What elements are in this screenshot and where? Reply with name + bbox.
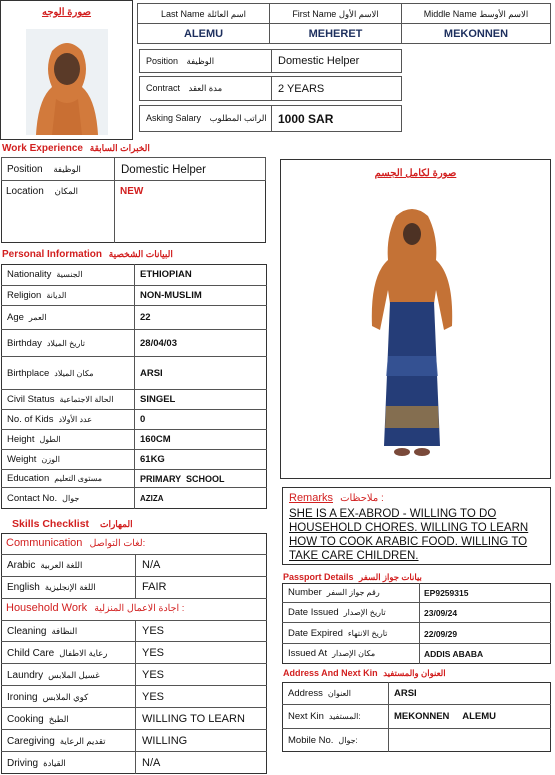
personal-row-0 <box>1 264 267 286</box>
language-row-0-value: N/A <box>142 559 161 571</box>
passport-row-2-label-ar: تاريخ الانتهاء <box>347 628 388 638</box>
language-row-0-label-ar: اللغة العربية <box>40 560 83 570</box>
personal-row-1-label-en: Religion <box>7 290 42 301</box>
first-name-label-ar: الاسم الأول <box>338 9 379 19</box>
household-row-2-label-ar: غسيل الملابس <box>48 670 100 680</box>
exp-divider <box>114 180 115 243</box>
household-row-5-label <box>7 730 106 752</box>
middle-name-label-ar: الاسم الأوسط <box>479 9 529 19</box>
personal-row-5-label <box>7 390 113 410</box>
salary-label-ar: الراتب المطلوب <box>209 113 267 123</box>
passport-row-0-label-ar: رقم جواز السفر <box>326 588 380 597</box>
address-row-2-label-ar: جوال: <box>338 736 358 745</box>
household-row-3-label-en: Ironing <box>7 692 38 703</box>
personal-row-0-label <box>7 264 82 286</box>
household-row-0-label-en: Cleaning <box>7 626 47 637</box>
personal-row-4-label <box>7 357 94 390</box>
address-row-1-label-ar: المستفيد: <box>328 712 361 721</box>
exp-position-value-cell <box>114 157 266 181</box>
address-row-0-label-ar: العنوان <box>327 689 352 698</box>
last-name-cell <box>137 23 270 44</box>
personal-row-8-label <box>7 450 60 470</box>
household-row-1 <box>1 642 267 664</box>
skills-title-en: Skills Checklist <box>12 518 90 530</box>
language-row-0-label-en: Arabic <box>7 560 36 571</box>
personal-row-5-label-ar: الحالة الاجتماعية <box>59 395 114 404</box>
language-row-1-label <box>7 576 96 598</box>
last-name-label: Last Name <box>161 9 205 19</box>
household-row-2-value: YES <box>142 669 165 681</box>
personal-row-9-label-en: Education <box>7 473 50 484</box>
passport-row-3 <box>282 644 551 664</box>
salary-label: Asking Salary <box>146 113 202 123</box>
household-row-0-label <box>7 620 77 642</box>
passport-title-en: Passport Details <box>283 572 354 582</box>
personal-row-7-label-ar: الطول <box>39 435 61 444</box>
address-row-1-value: MEKONNEN ALEMU <box>394 711 497 722</box>
personal-row-1-label-ar: الديانة <box>46 291 67 300</box>
middle-name-header <box>401 3 551 24</box>
remarks-title-ar: ملاحظات : <box>340 493 384 504</box>
skills-title-ar: المهارات <box>99 519 133 529</box>
personal-row-5-value: SINGEL <box>140 394 176 405</box>
personal-row-1-value: NON-MUSLIM <box>140 290 202 301</box>
remarks-title <box>289 492 384 504</box>
household-row-2-label-en: Laundry <box>7 670 44 681</box>
full-photo-frame <box>280 159 551 479</box>
position-value-cell <box>271 49 402 73</box>
remarks-box <box>282 487 551 565</box>
household-row-2-label <box>7 664 100 686</box>
personal-row-6-label-ar: عدد الأولاد <box>58 415 92 424</box>
address-row-2-label-en: Mobile No. <box>288 735 334 746</box>
passport-row-0-label-en: Number <box>288 587 322 598</box>
household-title-en: Household Work <box>6 602 88 614</box>
middle-name-label: Middle Name <box>423 9 477 19</box>
contract-label-cell <box>139 76 272 101</box>
passport-title <box>283 572 422 583</box>
personal-row-1-label <box>7 286 66 306</box>
work-experience-title-ar: الخبرات السابقة <box>89 143 150 153</box>
language-row-1-label-ar: اللغة الإنجليزية <box>44 582 96 592</box>
skills-divider-2 <box>1 598 267 599</box>
household-row-3-label-ar: كوي الملابس <box>42 692 89 702</box>
remarks-text: SHE IS A EX-ABROD - WILLING TO DO HOUSEHOLD CHORES. WILLING TO LEARN HOW TO COOK ARABIC FOOD. WILLING TO TAKE CARE CHILDREN. <box>289 508 529 562</box>
personal-row-0-label-en: Nationality <box>7 269 52 280</box>
passport-row-1-label-en: Date Issued <box>288 607 339 619</box>
exp-location-label-row <box>6 186 78 197</box>
salary-value-cell <box>271 105 402 132</box>
household-row-0-value: YES <box>142 625 165 637</box>
passport-title-ar: بيانات جواز السفر <box>359 572 422 582</box>
contract-value-cell <box>271 76 402 101</box>
communication-title-ar: لغات التواصل: <box>89 538 146 549</box>
household-row-4-value: WILLING TO LEARN <box>142 713 245 725</box>
personal-row-5-label-en: Civil Status <box>7 394 55 405</box>
position-label-cell <box>139 49 272 73</box>
household-row-5 <box>1 730 267 752</box>
personal-row-9-value: PRIMARY SCHOOL <box>140 474 225 484</box>
household-row-3 <box>1 686 267 708</box>
work-experience-title <box>2 143 150 154</box>
household-title-ar: اجادة الاعمال المنزلية : <box>94 603 185 614</box>
household-row-6-label-en: Driving <box>7 758 39 769</box>
communication-title <box>6 537 145 549</box>
full-photo-title: صورة لكامل الجسم <box>374 168 457 179</box>
last-name-header <box>137 3 270 24</box>
household-row-0-label-ar: النظافة <box>51 626 78 636</box>
personal-row-4-label-ar: مكان الميلاد <box>54 369 94 378</box>
personal-row-3 <box>1 330 267 357</box>
first-name-cell <box>269 23 402 44</box>
household-row-2 <box>1 664 267 686</box>
passport-row-3-label <box>288 644 375 664</box>
personal-info-title-en: Personal Information <box>2 249 103 260</box>
passport-row-0-label <box>288 583 380 603</box>
contract-value: 2 YEARS <box>278 83 325 95</box>
personal-row-6-value: 0 <box>140 414 146 425</box>
address-row-2 <box>282 729 551 752</box>
personal-row-3-label-en: Birthday <box>7 338 42 349</box>
household-row-1-value: YES <box>142 647 165 659</box>
passport-row-2-label-en: Date Expired <box>288 627 343 639</box>
household-row-4 <box>1 708 267 730</box>
personal-row-8 <box>1 450 267 470</box>
personal-row-3-value: 28/04/03 <box>140 338 177 349</box>
first-name-label: First Name <box>292 9 337 19</box>
personal-row-9-label-ar: مستوى التعليم <box>54 474 103 483</box>
household-row-3-label <box>7 686 88 708</box>
personal-row-1 <box>1 286 267 306</box>
household-title <box>6 602 184 614</box>
exp-location-value: NEW <box>120 186 144 197</box>
personal-row-2-label-en: Age <box>7 312 24 323</box>
household-row-4-label-ar: الطبخ <box>48 714 69 724</box>
address-row-0-value: ARSI <box>394 688 417 699</box>
personal-row-10-value: AZIZA <box>140 494 164 503</box>
address-row-0-label-en: Address <box>288 688 323 699</box>
personal-row-4-label-en: Birthplace <box>7 368 50 379</box>
household-row-4-label <box>7 708 69 730</box>
work-experience-title-en: Work Experience <box>2 143 83 154</box>
passport-row-3-value: ADDIS ABABA <box>424 648 484 659</box>
household-row-6 <box>1 752 267 774</box>
household-row-1-label <box>7 642 107 664</box>
contract-label-ar: مدة العقد <box>188 83 223 93</box>
language-row-1-value: FAIR <box>142 581 167 593</box>
personal-row-9 <box>1 470 267 488</box>
exp-position-label-cell <box>1 157 115 181</box>
passport-row-2 <box>282 624 551 644</box>
address-row-0-label <box>288 682 351 705</box>
personal-row-7-label <box>7 430 61 450</box>
salary-value: 1000 SAR <box>278 112 334 126</box>
personal-row-3-label-ar: تاريخ الميلاد <box>46 339 86 348</box>
last-name-label-ar: اسم العائلة <box>207 9 246 19</box>
personal-info-title <box>2 249 173 260</box>
face-photo-title: صورة الوجه <box>41 7 92 18</box>
position-label-ar: الوظيفة <box>186 56 215 66</box>
passport-row-2-value: 22/09/29 <box>424 628 458 639</box>
passport-row-3-label-en: Issued At <box>288 647 328 659</box>
personal-row-4 <box>1 357 267 390</box>
household-row-5-value: WILLING <box>142 735 188 747</box>
household-row-6-label <box>7 752 66 774</box>
address-title-ar: العنوان والمستفيد <box>383 668 446 678</box>
personal-row-2-label <box>7 306 46 330</box>
communication-title-en: Communication <box>6 537 83 549</box>
passport-row-2-label <box>288 624 387 644</box>
passport-row-0-value: EP9259315 <box>424 588 469 598</box>
exp-position-label: Position <box>7 164 43 175</box>
personal-row-5 <box>1 390 267 410</box>
skills-title <box>12 518 133 530</box>
personal-row-9-label <box>7 470 102 488</box>
personal-row-8-label-en: Weight <box>7 454 37 465</box>
language-row-0 <box>1 554 267 576</box>
personal-row-8-label-ar: الوزن <box>41 455 60 464</box>
passport-row-1-label <box>288 603 386 623</box>
personal-row-2-label-ar: العمر <box>28 313 47 322</box>
position-value: Domestic Helper <box>278 55 360 67</box>
household-row-1-label-en: Child Care <box>7 648 55 659</box>
household-row-5-label-ar: تقديم الرعاية <box>59 736 106 746</box>
contract-label: Contract <box>146 83 181 93</box>
personal-row-0-label-ar: الجنسية <box>56 270 83 279</box>
middle-name-value: MEKONNEN <box>443 28 509 40</box>
first-name-header <box>269 3 402 24</box>
face-photo-frame <box>0 0 133 140</box>
exp-position-label-ar: الوظيفة <box>53 164 81 174</box>
exp-position-value: Domestic Helper <box>121 164 206 176</box>
personal-info-title-ar: البيانات الشخصية <box>108 249 173 259</box>
personal-row-7-value: 160CM <box>140 434 171 445</box>
remarks-title-en: Remarks <box>289 492 334 504</box>
personal-row-10-label <box>7 488 79 509</box>
face-photo <box>26 29 108 135</box>
personal-row-10-label-en: Contact No. <box>7 493 58 504</box>
language-row-1-label-en: English <box>7 582 40 593</box>
salary-label-cell <box>139 105 272 132</box>
language-row-0-label <box>7 554 82 576</box>
personal-row-3-label <box>7 330 85 357</box>
address-title-en: Address And Next Kin <box>283 668 378 678</box>
last-name-value: ALEMU <box>183 28 224 40</box>
household-row-0 <box>1 620 267 642</box>
passport-row-3-label-ar: مكان الإصدار <box>332 648 376 658</box>
first-name-value: MEHERET <box>308 28 363 40</box>
personal-row-6 <box>1 410 267 430</box>
personal-row-2-value: 22 <box>140 312 151 323</box>
personal-row-4-value: ARSI <box>140 368 163 379</box>
middle-name-cell <box>401 23 551 44</box>
passport-row-0 <box>282 583 551 603</box>
address-row-1-label <box>288 705 361 729</box>
personal-row-0-value: ETHIOPIAN <box>140 269 192 280</box>
personal-row-6-label <box>7 410 92 430</box>
personal-row-10-label-ar: جوال <box>62 494 80 503</box>
personal-row-7 <box>1 430 267 450</box>
personal-row-2 <box>1 306 267 330</box>
address-row-1-label-en: Next Kin <box>288 711 324 722</box>
household-row-1-label-ar: رعاية الاطفال <box>59 648 108 658</box>
personal-row-6-label-en: No. of Kids <box>7 414 54 425</box>
address-row-2-label <box>288 729 358 752</box>
exp-location-label-ar: المكان <box>54 186 78 196</box>
personal-row-10 <box>1 488 267 509</box>
address-title <box>283 668 446 679</box>
household-row-5-label-en: Caregiving <box>7 736 55 747</box>
language-row-1 <box>1 576 267 598</box>
household-row-6-value: N/A <box>142 757 161 769</box>
household-row-4-label-en: Cooking <box>7 714 44 725</box>
household-row-6-label-ar: القيادة <box>43 758 66 768</box>
position-label: Position <box>146 56 179 66</box>
exp-location-label: Location <box>6 186 44 197</box>
passport-row-1 <box>282 603 551 623</box>
address-row-1 <box>282 705 551 729</box>
personal-row-7-label-en: Height <box>7 434 35 445</box>
full-body-photo <box>366 206 458 462</box>
passport-row-1-value: 23/09/24 <box>424 608 458 619</box>
household-row-3-value: YES <box>142 691 165 703</box>
address-row-0 <box>282 682 551 705</box>
personal-row-8-value: 61KG <box>140 454 165 465</box>
passport-row-1-label-ar: تاريخ الإصدار <box>343 608 386 618</box>
